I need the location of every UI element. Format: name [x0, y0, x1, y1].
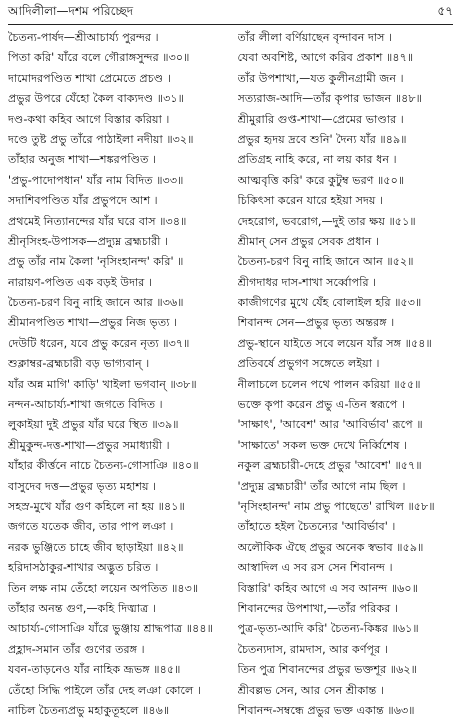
verse-line: তিন পুত্র শিবানন্দের প্রভুর ভক্তশূর ॥৬২॥ — [237, 663, 417, 677]
verse-line: হরিদাসঠাকুর-শাখার অদ্ভুত চরিত । — [8, 561, 159, 575]
verse-line: নরক ভুঞ্জিতে চাহে জীব ছাড়াইয়া ॥৪২॥ — [8, 540, 184, 554]
verse-line: শুক্লাম্বর-ব্রহ্মচারী বড় ভাগ্যবান্ । — [8, 357, 150, 371]
verse-line: অলৌকিক ঐছে প্রভুর অনেক স্বভাব ॥৫৯॥ — [237, 540, 424, 554]
verse-line: শ্রীবল্লভ সেন, আর সেন শ্রীকান্ত । — [237, 683, 384, 697]
verse-line: তাঁহাতে হইল চৈতন্যের 'আবির্ভাব' । — [237, 520, 396, 534]
verse-line: দণ্ড-কথা কহিব আগে বিস্তার করিয়া । — [8, 112, 170, 126]
verse-line: পুত্র-ভৃত্য-আদি করি' চৈতন্য-কিঙ্কর ॥৬১॥ — [237, 622, 419, 636]
verse-line: শ্রীমুকুন্দ-দত্ত-শাখা—প্রভুর সমাধ্যায়ী । — [8, 438, 170, 452]
verse-line: সদাশিবপণ্ডিত যাঁর প্রভুপদে আশ । — [8, 194, 158, 208]
verse-line: 'নৃসিংহানন্দ' নাম প্রভু পাছেতে' রাখিল ॥৫৮॥ — [237, 499, 435, 513]
verse-line: বাসুদেব দত্ত—প্রভুর ভৃত্য মহাশয় । — [8, 479, 157, 493]
verse-line: 'প্রদ্যুম্ন ব্রহ্মচারী' তাঁর আগে নাম ছিল । — [237, 479, 406, 493]
header-rule — [8, 24, 453, 25]
verse-line: 'সাক্ষাতে' সকল ভক্ত দেখে নির্ব্বিশেষ । — [237, 438, 408, 452]
verse-line: যেবা অবশিষ্ট, আগে করিব প্রকাশ ॥৪৭॥ — [237, 51, 414, 65]
verse-line: প্রতিবর্ষে প্রভুগণ সঙ্গেতে লইয়া । — [237, 357, 380, 371]
verse-line: আস্বাদিল এ সব রস সেন শিবানন্দ । — [237, 561, 393, 575]
verse-line: শিবানন্দ সেন—প্রভুর ভৃত্য অন্তরঙ্গ । — [237, 316, 395, 330]
verse-line: দেহরোগ, ভবরোগ,—দুই তার ক্ষয় ॥৫১॥ — [237, 214, 416, 228]
page-header — [8, 4, 453, 22]
verse-line: প্রহ্লাদ-সমান তাঁর গুণের তরঙ্গ । — [8, 642, 145, 656]
verse-line: শ্রীমুরারি গুপ্ত-শাখা—প্রেমের ভাণ্ডার । — [237, 112, 404, 126]
right-column — [230, 28, 454, 721]
verse-line: আচার্য্য-গোসাঞি যাঁরে ভুঞ্জায় শ্রাদ্ধপাত্র ॥৪৪॥ — [8, 622, 213, 636]
verse-columns — [8, 28, 453, 721]
verse-line: চিকিৎসা করেন যারে হইয়া সদয় । — [237, 194, 384, 208]
verse-line: চৈতন্য-চরণ বিনু নাহি জানে আন ॥৫২॥ — [237, 255, 414, 269]
verse-line: প্রভুর হৃদয় দ্রবে শুনি' দৈন্য যাঁর ॥৪৯॥ — [237, 132, 407, 146]
verse-line: লুকাইয়া দুই প্রভুর যাঁর ঘরে স্থিত ॥৩৯॥ — [8, 418, 179, 432]
verse-line: শ্রীমান্ সেন প্রভুর সেবক প্রধান । — [237, 234, 380, 248]
page-number: ৫৭ — [437, 4, 453, 18]
verse-line: প্রভু তাঁর নাম কৈলা 'নৃসিংহানন্দ' করি' ॥ — [8, 255, 184, 269]
verse-line: যবন-তাড়নেও যাঁর নাহিক ভ্রূভঙ্গ ॥৪৫॥ — [8, 663, 181, 677]
verse-line: প্রভু-স্থানে যাইতে সবে লয়েন যাঁর সঙ্গ ॥৫৪॥ — [237, 336, 432, 350]
verse-line: শিবানন্দ-সম্বন্ধে প্রভুর ভক্ত একান্ত ॥৬৩॥ — [237, 703, 415, 717]
verse-line: সত্যরাজ-আদি—তাঁর কৃপার ভাজন ॥৪৮॥ — [237, 92, 423, 106]
verse-line: বিস্তারি' কহিব আগে এ সব আনন্দ ॥৬০॥ — [237, 581, 419, 595]
verse-line: চৈতন্য-পার্ষদ—শ্রীআচার্য্য পুরন্দর । — [8, 31, 159, 44]
verse-line: দেউটি ধরেন, যবে প্রভু করেন নৃত্য ॥৩৭॥ — [8, 336, 190, 350]
verse-line: ভক্তে কৃপা করেন প্রভু এ-তিন স্বরূপে । — [237, 398, 405, 412]
verse-line: শিবানন্দের উপশাখা,—তাঁর পরিকর । — [237, 601, 398, 615]
left-column — [8, 28, 224, 721]
verse-line: প্রথমেই নিত্যানন্দের যাঁর ঘরে বাস ॥৩৪॥ — [8, 214, 187, 228]
verse-line: জগতে যতেক জীব, তার পাপ লঞা । — [8, 520, 174, 534]
verse-line: নন্দন-আচার্য্য-শাখা জগতে বিদিত । — [8, 398, 163, 412]
verse-line: নারায়ণ-পণ্ডিত এক বড়ই উদার । — [8, 275, 152, 289]
verse-line: তাঁহার অনন্ত গুণ,—কহি দিঙ্মাত্র । — [8, 601, 156, 615]
verse-line: আত্মবৃত্তি করি' করে কুটুম্ব ভরণ ॥৫০॥ — [237, 173, 405, 187]
verse-line: কাজীগণের মুখে যেঁহ বোলাইল হরি ॥৫৩॥ — [237, 296, 422, 310]
verse-line: চৈতন্য-চরণ বিনু নাহি জানে আর ॥৩৬॥ — [8, 296, 184, 310]
verse-line: তেঁহো সিদ্ধি পাইলে তাঁর দেহ লঞা কোলে । — [8, 683, 201, 697]
verse-line: পিতা করি' যাঁরে বলে গৌরাঙ্গসুন্দর ॥৩০॥ — [8, 51, 190, 65]
verse-line: তাঁহার অনুজ শাখা—শঙ্করপণ্ডিত । — [8, 153, 157, 167]
verse-line: সহস্র-মুখে যাঁর গুণ কহিলে না হয় ॥৪১॥ — [8, 499, 185, 513]
verse-line: নাচিল চৈতন্যপ্রভু মহাকুতূহলে ॥৪৬॥ — [8, 703, 170, 717]
verse-line: যাঁহার কীর্ত্তনে নাচে চৈতন্য-গোসাঞি ॥৪০॥ — [8, 459, 199, 473]
verse-line: নীলাচলে চলেন পথে পালন করিয়া ॥৫৫॥ — [237, 377, 421, 391]
verse-line: চৈতন্যদাস, রামদাস, আর কর্ণপূর । — [237, 642, 388, 656]
verse-line: প্রতিগ্রহ নাহি করে, না লয় কার ধন । — [237, 153, 397, 167]
verse-line: 'প্রভু-পাদোপধান' যাঁর নাম বিদিত ॥৩৩॥ — [8, 173, 184, 187]
verse-line: শ্রীনৃসিংহ-উপাসক—প্রদ্যুম্ন ব্রহ্মচারী । — [8, 234, 169, 248]
verse-line: যাঁর অন্ন মাগি' কাড়ি' খাইলা ভগবান্ ॥৩৮॥ — [8, 377, 197, 391]
verse-line: দামোদরপণ্ডিত শাখা প্রেমেতে প্রচণ্ড । — [8, 71, 171, 85]
verse-line: শ্রীগদাধর দাস-শাখা সর্ব্বোপরি । — [237, 275, 377, 289]
running-title: আদিলীলা—দশম পরিচ্ছেদ — [8, 4, 134, 18]
verse-line: দণ্ডে তুষ্ট প্রভু তাঁরে পাঠাইলা নদীয়া ॥৩২॥ — [8, 132, 194, 146]
verse-line: নকুল ব্রহ্মচারী-দেহে প্রভুর 'আবেশ' ॥৫৭॥ — [237, 459, 422, 473]
verse-line: তাঁর লীলা বর্ণিয়াছেন বৃন্দাবন দাস । — [237, 31, 393, 44]
verse-line: প্রভুর উপরে যেঁহো কৈল বাক্যদণ্ড ॥৩১॥ — [8, 92, 184, 106]
verse-line: তাঁর উপশাখা,—যত কুলীনগ্রামী জন । — [237, 71, 404, 85]
verse-line: 'সাক্ষাৎ', 'আবেশ' আর 'আবির্ভাব' রূপে ॥ — [237, 418, 423, 432]
verse-line: তিন লক্ষ নাম তেঁহো লয়েন অপতিত ॥৪৩॥ — [8, 581, 199, 595]
verse-line: শ্রীমানপণ্ডিত শাখা—প্রভুর নিজ ভৃত্য । — [8, 316, 178, 330]
